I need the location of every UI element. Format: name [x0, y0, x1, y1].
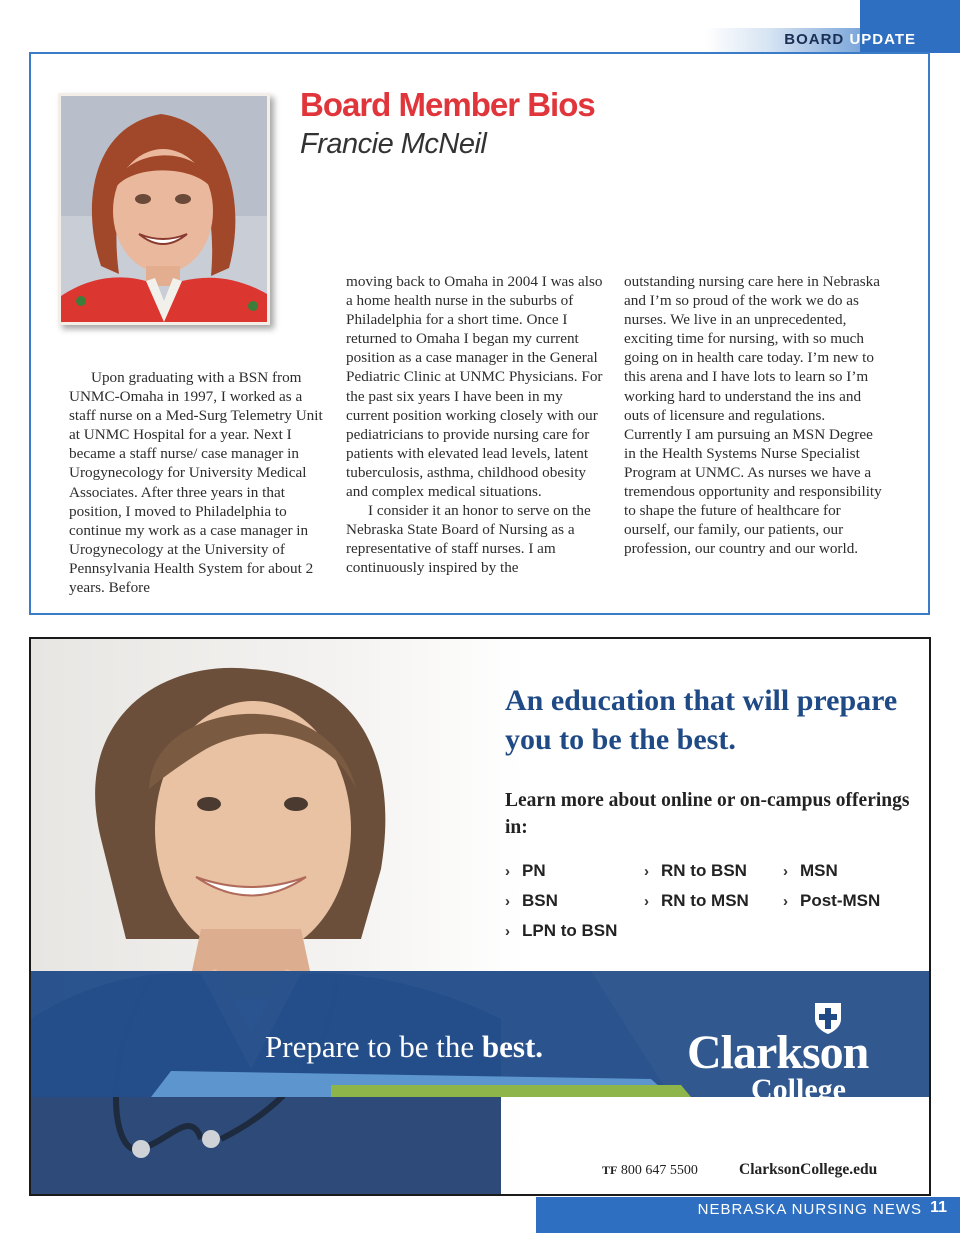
chevron-right-icon: ›: [505, 863, 510, 880]
board-member-name: Francie McNeil: [300, 128, 487, 160]
ad-subheading: Learn more about online or on-campus offerings in:: [505, 790, 910, 838]
program-label: RN to MSN: [661, 891, 749, 910]
section-label-main: BOARD: [784, 31, 845, 48]
program-label: LPN to BSN: [522, 921, 618, 940]
bio-paragraph: Upon graduating with a BSN from UNMC-Omaha in 1997, I worked as a staff nurse on a Med-Surg Telemetry Unit at UNMC Hospital for a year. Next I became a staff nurse/ case manager in Urogynecology for University Medical Associates. After three years in that position, I moved to Philadelphia to continue my work as a case manager in Urogynecology at the University of Pennsylvania Health System for about 2 years. Before: [69, 369, 323, 597]
bio-column-1: [69, 368, 323, 597]
chevron-right-icon: ›: [505, 893, 510, 910]
bio-paragraph: outstanding nursing care here in Nebraska and I’m so proud of the work we do as nurses. We live in an unprecedented, exciting time for nursing, with so much going on in health care today. I’m new to this arena and I have lots to learn so I’m working hard to understand the ins and outs of licensure and regulations. Currently I am pursuing an MSN Degree in the Health Systems Nurse Specialist Program at UNMC. As nurses we have a tremendous opportunity and responsibility to shape the future of healthcare for ourself, our family, our patients, our profession, our country and our world.: [624, 273, 882, 558]
program-label: RN to BSN: [661, 861, 747, 880]
chevron-right-icon: ›: [783, 863, 788, 880]
bio-column-2: [346, 272, 608, 578]
phone-number: 800 647 5500: [620, 1163, 698, 1178]
ad-headline: An education that will prepare you to be the best.: [505, 684, 898, 756]
program-label: MSN: [800, 861, 838, 880]
clarkson-logo-text: Clarkson: [687, 1026, 869, 1079]
bio-column-3: [624, 272, 886, 558]
board-member-photo: [58, 93, 270, 325]
ad-tagline-bold: best.: [481, 1029, 544, 1064]
program-item-lpn-to-bsn[interactable]: [505, 921, 617, 941]
program-item-rn-to-msn[interactable]: [644, 891, 749, 911]
ad-tagline: [265, 1029, 543, 1065]
chevron-right-icon: ›: [644, 863, 649, 880]
section-label: [784, 31, 916, 48]
clarkson-college-advertisement[interactable]: [29, 637, 931, 1196]
chevron-right-icon: ›: [505, 923, 510, 940]
college-logo-text: College: [751, 1073, 846, 1106]
program-item-pn[interactable]: [505, 861, 546, 881]
chevron-right-icon: ›: [644, 893, 649, 910]
bio-paragraph: moving back to Omaha in 2004 I was also a home health nurse in the suburbs of Philadelphia for a short time. Once I returned to Omaha I began my current position as a case manager in the General Pediatric Clinic at UNMC Physicians. For the past six years I have been in my current position working closely with our pediatricians to provide nursing care for patients with elevated lead levels, latent tuberculosis, asthma, childhood obesity and complex medical situations.: [346, 273, 603, 501]
program-item-msn[interactable]: [783, 861, 838, 881]
bio-paragraph: I consider it an honor to serve on the Nebraska State Board of Nursing as a representative of staff nurses. I am continuously inspired by the: [346, 502, 591, 577]
page-number: 11: [930, 1199, 947, 1216]
section-label-accent: UPDATE: [849, 31, 916, 48]
program-label: BSN: [522, 891, 558, 910]
portrait-image: [61, 96, 267, 322]
program-label: PN: [522, 861, 546, 880]
ad-tagline-pre: Prepare to be the: [265, 1029, 482, 1064]
program-item-post-msn[interactable]: [783, 891, 880, 911]
chevron-right-icon: ›: [783, 893, 788, 910]
ad-phone: [602, 1163, 698, 1179]
phone-prefix: TF: [602, 1163, 618, 1177]
program-item-rn-to-bsn[interactable]: [644, 861, 747, 881]
nurse-photo: [31, 639, 501, 1195]
ad-website-link[interactable]: ClarksonCollege.edu: [739, 1161, 878, 1178]
publication-title: NEBRASKA NURSING NEWS: [697, 1201, 922, 1218]
program-label: Post-MSN: [800, 891, 881, 910]
bio-section-title: Board Member Bios: [300, 86, 595, 123]
program-item-bsn[interactable]: [505, 891, 558, 911]
